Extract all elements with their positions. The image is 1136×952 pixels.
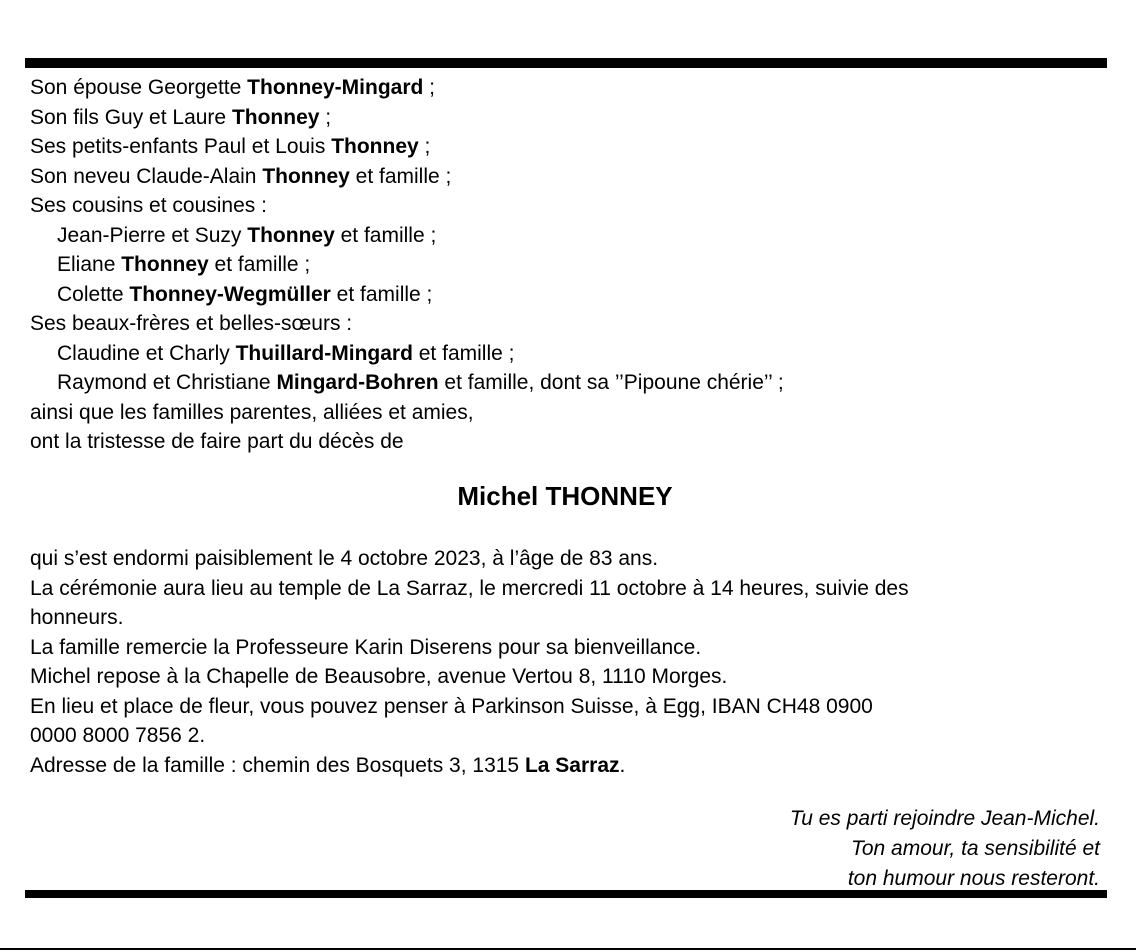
family-name-bold: Thonney — [262, 164, 350, 188]
notice-line — [30, 633, 1106, 663]
family-line — [30, 427, 1106, 457]
top-rule — [25, 58, 1107, 68]
family-line — [30, 309, 1106, 339]
text-segment: La famille remercie la Professeure Karin Diserens pour sa bienveillance. — [30, 635, 702, 659]
text-segment: et famille ; — [349, 164, 452, 188]
text-segment: et famille ; — [330, 282, 433, 306]
notice-line — [30, 692, 1106, 722]
family-announcement — [30, 73, 1106, 457]
text-segment: La cérémonie aura lieu au temple de La Sarraz, le mercredi 11 octobre à 14 heures, suivie des — [30, 576, 909, 600]
text-segment: ; — [418, 135, 431, 158]
text-segment: qui s’est endormi paisiblement le 4 octobre 2023, à l’âge de 83 ans. — [30, 547, 659, 570]
text-segment: ; — [423, 76, 435, 99]
family-line — [30, 73, 1106, 103]
family-line — [30, 250, 1106, 280]
text-segment: et famille ; — [412, 341, 515, 365]
text-segment: ; — [319, 105, 332, 129]
notice-line — [30, 662, 1106, 692]
deceased-name: Michel THONNEY — [457, 481, 673, 511]
family-line — [30, 103, 1106, 133]
notice-body — [30, 544, 1106, 780]
text-segment: Ses cousins et cousines : — [30, 194, 267, 217]
family-name-bold: Mingard-Bohren — [276, 371, 439, 394]
text-segment: . — [619, 753, 626, 777]
text-segment: ainsi que les familles parentes, alliées et amies, — [30, 400, 474, 424]
family-line — [30, 162, 1106, 192]
text-segment: et famille, dont sa ’’Pipoune chérie’’ ; — [438, 371, 784, 394]
text-segment: Claudine et Charly — [57, 341, 236, 365]
text-segment: Eliane — [57, 253, 122, 276]
family-line — [30, 191, 1106, 221]
family-name-bold: Thonney — [331, 135, 419, 158]
text-segment: Michel repose à la Chapelle de Beausobre, avenue Vertou 8, 1110 Morges. — [30, 665, 728, 688]
text-segment: et famille ; — [334, 223, 437, 247]
family-line — [30, 221, 1106, 251]
text-segment: Raymond et Christiane — [57, 371, 277, 394]
text-segment: En lieu et place de fleur, vous pouvez penser à Parkinson Suisse, à Egg, IBAN CH48 0900 — [30, 694, 873, 718]
text-segment: 0000 8000 7856 2. — [30, 724, 206, 747]
text-segment: Son épouse Georgette — [30, 76, 248, 99]
text-segment: Adresse de la famille : chemin des Bosquets 3, 1315 — [30, 753, 525, 777]
epitaph-line: ton humour nous resteront. — [847, 867, 1100, 890]
text-segment: ont la tristesse de faire part du décès de — [30, 430, 404, 453]
notice-line — [30, 751, 1106, 781]
family-name-bold: Thonney — [247, 223, 335, 247]
text-segment: et famille ; — [208, 253, 311, 276]
family-name-bold: Thonney — [121, 253, 209, 276]
text-segment: Colette — [57, 282, 130, 306]
notice-line — [30, 721, 1106, 751]
family-name-bold: Thonney — [231, 105, 320, 129]
text-segment: Son fils Guy et Laure — [30, 105, 232, 129]
family-name-bold: Thuillard-Mingard — [235, 341, 413, 365]
page-bottom-edge — [0, 948, 1136, 950]
family-name-bold: Thonney-Wegmüller — [129, 282, 331, 306]
notice-line — [30, 574, 1106, 604]
family-line — [30, 132, 1106, 162]
family-name-bold: Thonney-Mingard — [247, 76, 424, 99]
epitaph — [400, 804, 1100, 894]
family-line — [30, 339, 1106, 369]
text-segment: Jean-Pierre et Suzy — [57, 223, 248, 247]
family-line — [30, 398, 1106, 428]
notice-line — [30, 603, 1106, 633]
epitaph-line: Tu es parti rejoindre Jean-Michel. — [789, 807, 1100, 830]
family-line — [30, 368, 1106, 398]
notice-line — [30, 544, 1106, 574]
epitaph-line: Ton amour, ta sensibilité et — [850, 837, 1100, 860]
text-segment: Son neveu Claude-Alain — [30, 164, 263, 188]
family-line — [30, 280, 1106, 310]
text-segment: Ses petits-enfants Paul et Louis — [30, 135, 332, 158]
family-name-bold: La Sarraz — [524, 753, 620, 777]
bottom-rule — [25, 890, 1107, 898]
text-segment: Ses beaux-frères et belles-sœurs : — [30, 312, 353, 335]
text-segment: honneurs. — [30, 606, 124, 629]
